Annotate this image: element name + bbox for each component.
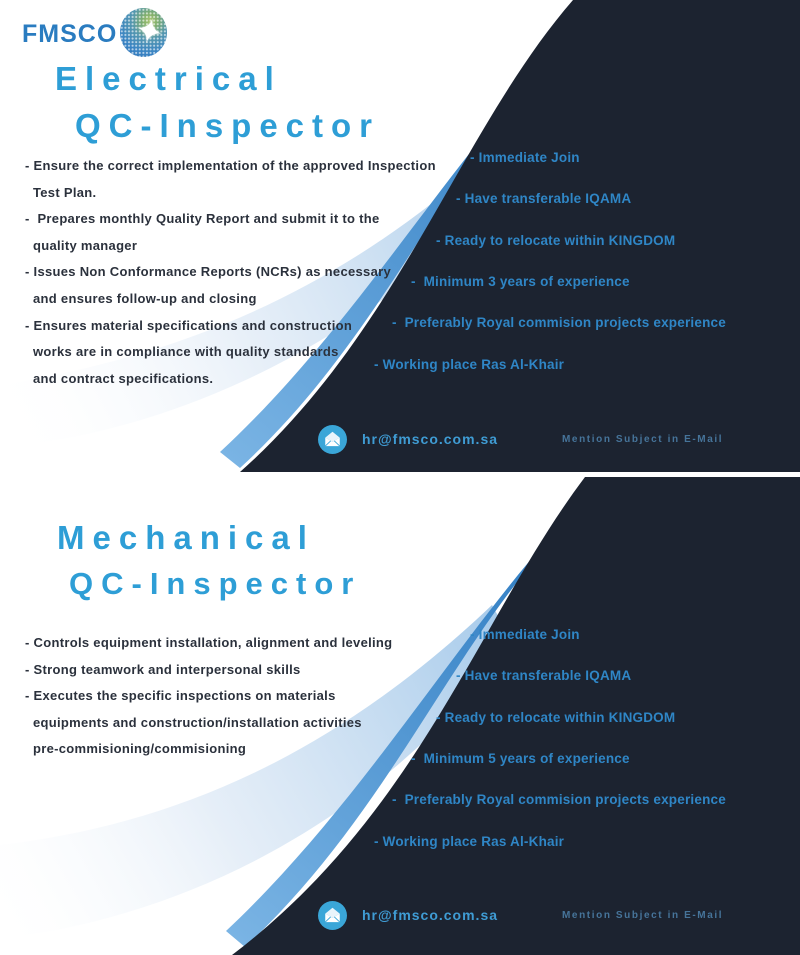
requirement-item: - Immediate Join — [470, 150, 580, 165]
duty-line: equipments and construction/installation activities — [33, 714, 362, 730]
requirement-item: - Working place Ras Al-Khair — [374, 834, 565, 849]
email-icon — [318, 425, 347, 454]
duties-list — [25, 630, 475, 763]
requirement-item: - Immediate Join — [470, 627, 580, 642]
job-title-line1: Mechanical — [57, 519, 315, 556]
duty-line: and contract specifications. — [33, 370, 214, 386]
email-address[interactable]: hr@fmsco.com.sa — [362, 431, 499, 447]
email-note: Mention Subject in E-Mail — [562, 910, 724, 921]
electrical-panel — [0, 0, 800, 477]
job-title-mechanical — [57, 519, 361, 602]
email-icon — [318, 901, 347, 930]
duty-line: - Prepares monthly Quality Report and submit it to the — [25, 211, 380, 227]
duty-line: - Controls equipment installation, alignment and leveling — [25, 635, 393, 650]
job-title-line2: QC-Inspector — [75, 107, 381, 144]
requirement-item: - Have transferable IQAMA — [456, 668, 632, 683]
requirement-item: - Have transferable IQAMA — [456, 191, 632, 206]
duty-line: - Ensures material specifications and construction — [25, 317, 353, 333]
duties-list — [25, 153, 475, 392]
logo — [22, 8, 192, 60]
requirement-item: - Minimum 5 years of experience — [411, 751, 630, 766]
duty-line: - Ensure the correct implementation of the approved Inspection — [25, 158, 436, 173]
mechanical-panel — [0, 477, 800, 955]
duty-line: quality manager — [33, 237, 138, 253]
fmsco-logo-text: FMSCO — [22, 20, 118, 48]
globe-icon — [120, 8, 167, 57]
requirement-item: - Ready to relocate within KINGDOM — [436, 710, 676, 725]
email-address[interactable]: hr@fmsco.com.sa — [362, 907, 499, 923]
duty-line: Test Plan. — [33, 184, 97, 200]
job-title-line2: QC-Inspector — [69, 566, 362, 601]
duty-line: - Strong teamwork and interpersonal skills — [25, 661, 301, 677]
requirement-item: - Preferably Royal commision projects experience — [392, 315, 726, 330]
requirement-item: - Ready to relocate within KINGDOM — [436, 233, 676, 248]
requirement-item: - Working place Ras Al-Khair — [374, 357, 565, 372]
requirement-item: - Preferably Royal commision projects experience — [392, 792, 726, 807]
email-note: Mention Subject in E-Mail — [562, 434, 724, 445]
contact-row — [318, 901, 788, 931]
requirement-item: - Minimum 3 years of experience — [411, 274, 630, 289]
duty-line: and ensures follow-up and closing — [33, 290, 257, 306]
duty-line: works are in compliance with quality standards — [33, 344, 339, 360]
job-title-line1: Electrical — [55, 60, 282, 97]
contact-row — [318, 425, 788, 455]
duty-line: - Executes the specific inspections on materials — [25, 688, 336, 704]
globe-spark: ✦ — [130, 10, 168, 54]
job-title-electrical — [55, 60, 380, 145]
duty-line: - Issues Non Conformance Reports (NCRs) as necessary — [25, 264, 391, 280]
duty-line: pre-commisioning/commisioning — [33, 741, 247, 757]
